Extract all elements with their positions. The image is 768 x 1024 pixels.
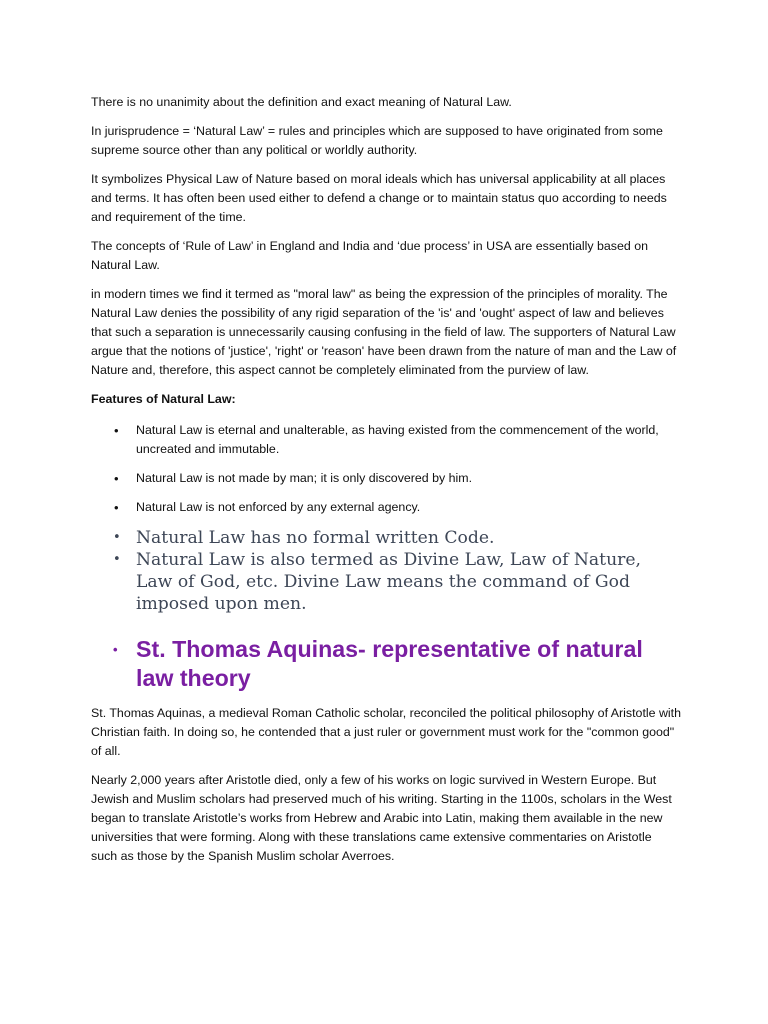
feature-item: • Natural Law is not made by man; it is only discovered by him. xyxy=(91,469,681,488)
serif-feature-item: • Natural Law is also termed as Divine Law, Law of Nature, Law of God, etc. Divine Law means the command of God imposed upon men. xyxy=(91,549,681,615)
section-heading-list xyxy=(91,635,681,693)
feature-item: • Natural Law is eternal and unalterable, as having existed from the commencement of the world, uncreated and immutable. xyxy=(91,421,681,459)
serif-features-list xyxy=(91,527,681,615)
aquinas-paragraph-2: Nearly 2,000 years after Aristotle died, only a few of his works on logic survived in Western Europe. But Jewish and Muslim scholars had preserved much of his writing. Starting in the 1100s, scholars in the West began to translate Aristotle’s works from Hebrew and Arabic into Latin, making them available in the new universities that were forming. Along with these translations came extensive commentaries on Aristotle such as those by the Spanish Muslim scholar Averroes. xyxy=(91,773,672,863)
intro-paragraph-3: It symbolizes Physical Law of Nature based on moral ideals which has universal applicability at all places and terms. It has often been used either to defend a change or to maintain status quo according to needs and requirement of the time. xyxy=(91,172,667,224)
features-heading: Features of Natural Law: xyxy=(91,392,236,406)
intro-paragraph-4: The concepts of ‘Rule of Law’ in England and India and ‘due process’ in USA are essentially based on Natural Law. xyxy=(91,239,649,272)
section-heading: • St. Thomas Aquinas- representative of natural law theory xyxy=(91,635,681,693)
intro-paragraph-2: In jurisprudence = ‘Natural Law’ = rules and principles which are supposed to have originated from some supreme source other than any political or worldly authority. xyxy=(91,124,663,157)
feature-item: • Natural Law is not enforced by any external agency. xyxy=(91,498,681,517)
intro-paragraph-5: in modern times we find it termed as "moral law" as being the expression of the principles of morality. The Natural Law denies the possibility of any rigid separation of the 'is' and 'ought' aspect of law and believes that such a separation is unnecessarily causing confusing in the field of law. The supporters of Natural Law argue that the notions of 'justice', 'right' or 'reason' have been drawn from the nature of man and the Law of Nature and, therefore, this aspect cannot be completely eliminated from the purview of law. xyxy=(91,287,677,377)
document-page xyxy=(91,93,681,876)
intro-paragraph-1: There is no unanimity about the definition and exact meaning of Natural Law. xyxy=(91,95,512,109)
aquinas-paragraph-1: St. Thomas Aquinas, a medieval Roman Catholic scholar, reconciled the political philosophy of Aristotle with Christian faith. In doing so, he contended that a just ruler or government must work for the "common good" of all. xyxy=(91,706,682,758)
features-list xyxy=(91,421,681,517)
serif-feature-item: • Natural Law has no formal written Code. xyxy=(91,527,681,549)
